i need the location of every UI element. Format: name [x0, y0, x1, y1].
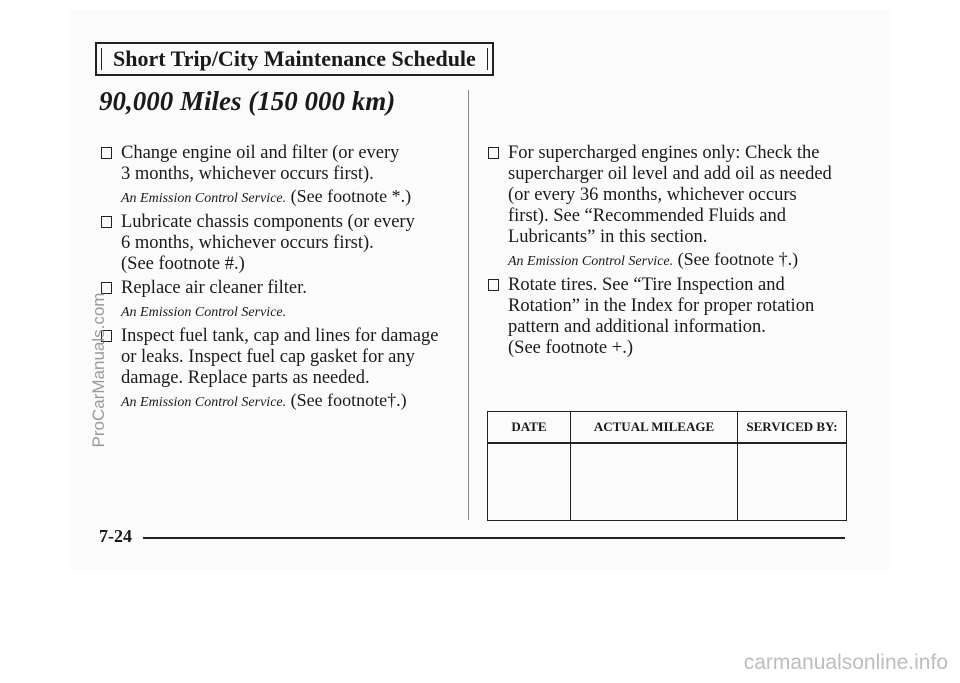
mileage-heading: 90,000 Miles (150 000 km) — [99, 86, 396, 116]
emission-service-label: An Emission Control Service. — [121, 395, 287, 410]
checklist-item-chassis — [100, 212, 460, 275]
item-line: supercharger oil level and add oil as needed — [508, 164, 832, 184]
checklist-item-air-filter — [100, 278, 460, 323]
checkbox-icon[interactable] — [101, 147, 112, 159]
footer-rule — [143, 537, 845, 539]
emission-service-label: An Emission Control Service. — [121, 191, 287, 206]
page-number: 7-24 — [99, 526, 132, 546]
item-note — [508, 249, 852, 272]
date-cell[interactable] — [488, 443, 571, 521]
item-line: Lubricate chassis components (or every — [121, 212, 415, 232]
side-watermark: ProCarManuals.com — [89, 292, 108, 448]
item-line: Inspect fuel tank, cap and lines for damage — [121, 326, 439, 346]
checkbox-icon[interactable] — [101, 216, 112, 228]
mileage-cell[interactable] — [571, 443, 738, 521]
left-column — [100, 143, 460, 416]
checklist-item-supercharger — [487, 143, 852, 272]
item-line: Replace air cleaner filter. — [121, 278, 307, 298]
item-line: Rotation” in the Index for proper rotation — [508, 296, 815, 316]
footnote-ref: (See footnote *.) — [286, 186, 412, 206]
item-line: For supercharged engines only: Check the — [508, 143, 820, 163]
table-header-row — [488, 412, 847, 444]
footnote-ref: (See footnote †.) — [673, 249, 799, 269]
item-line: (or every 36 months, whichever occurs — [508, 185, 797, 205]
service-log-table — [487, 411, 847, 521]
column-divider — [468, 90, 469, 520]
checklist-item-rotate-tires — [487, 275, 852, 359]
checkbox-icon[interactable] — [488, 279, 499, 291]
right-column — [487, 143, 852, 362]
checklist-item-oil — [100, 143, 460, 209]
item-note — [121, 186, 460, 209]
emission-service-label: An Emission Control Service. — [508, 254, 674, 269]
item-line: Rotate tires. See “Tire Inspection and — [508, 275, 785, 295]
date-header: DATE — [488, 412, 571, 444]
item-line: 3 months, whichever occurs first). — [121, 164, 374, 184]
footnote-ref: (See footnote†.) — [286, 390, 407, 410]
emission-service-label: An Emission Control Service. — [121, 305, 287, 320]
item-line: (See footnote +.) — [508, 338, 633, 358]
bottom-watermark: carmanualsonline.info — [743, 651, 948, 674]
item-note — [121, 300, 460, 323]
item-line: (See footnote #.) — [121, 254, 245, 274]
mileage-header: ACTUAL MILEAGE — [571, 412, 738, 444]
serviced-by-cell[interactable] — [738, 443, 847, 521]
item-line: pattern and additional information. — [508, 317, 766, 337]
checklist-item-fuel-tank — [100, 326, 460, 413]
item-line: damage. Replace parts as needed. — [121, 368, 370, 388]
item-line: or leaks. Inspect fuel cap gasket for any — [121, 347, 415, 367]
item-line: first). See “Recommended Fluids and — [508, 206, 786, 226]
item-line: Lubricants” in this section. — [508, 227, 708, 247]
checkbox-icon[interactable] — [488, 147, 499, 159]
item-line: Change engine oil and filter (or every — [121, 143, 400, 163]
table-row — [488, 443, 847, 521]
item-line: 6 months, whichever occurs first). — [121, 233, 374, 253]
serviced-by-header: SERVICED BY: — [738, 412, 847, 444]
schedule-title: Short Trip/City Maintenance Schedule — [95, 42, 494, 76]
item-note — [121, 390, 460, 413]
